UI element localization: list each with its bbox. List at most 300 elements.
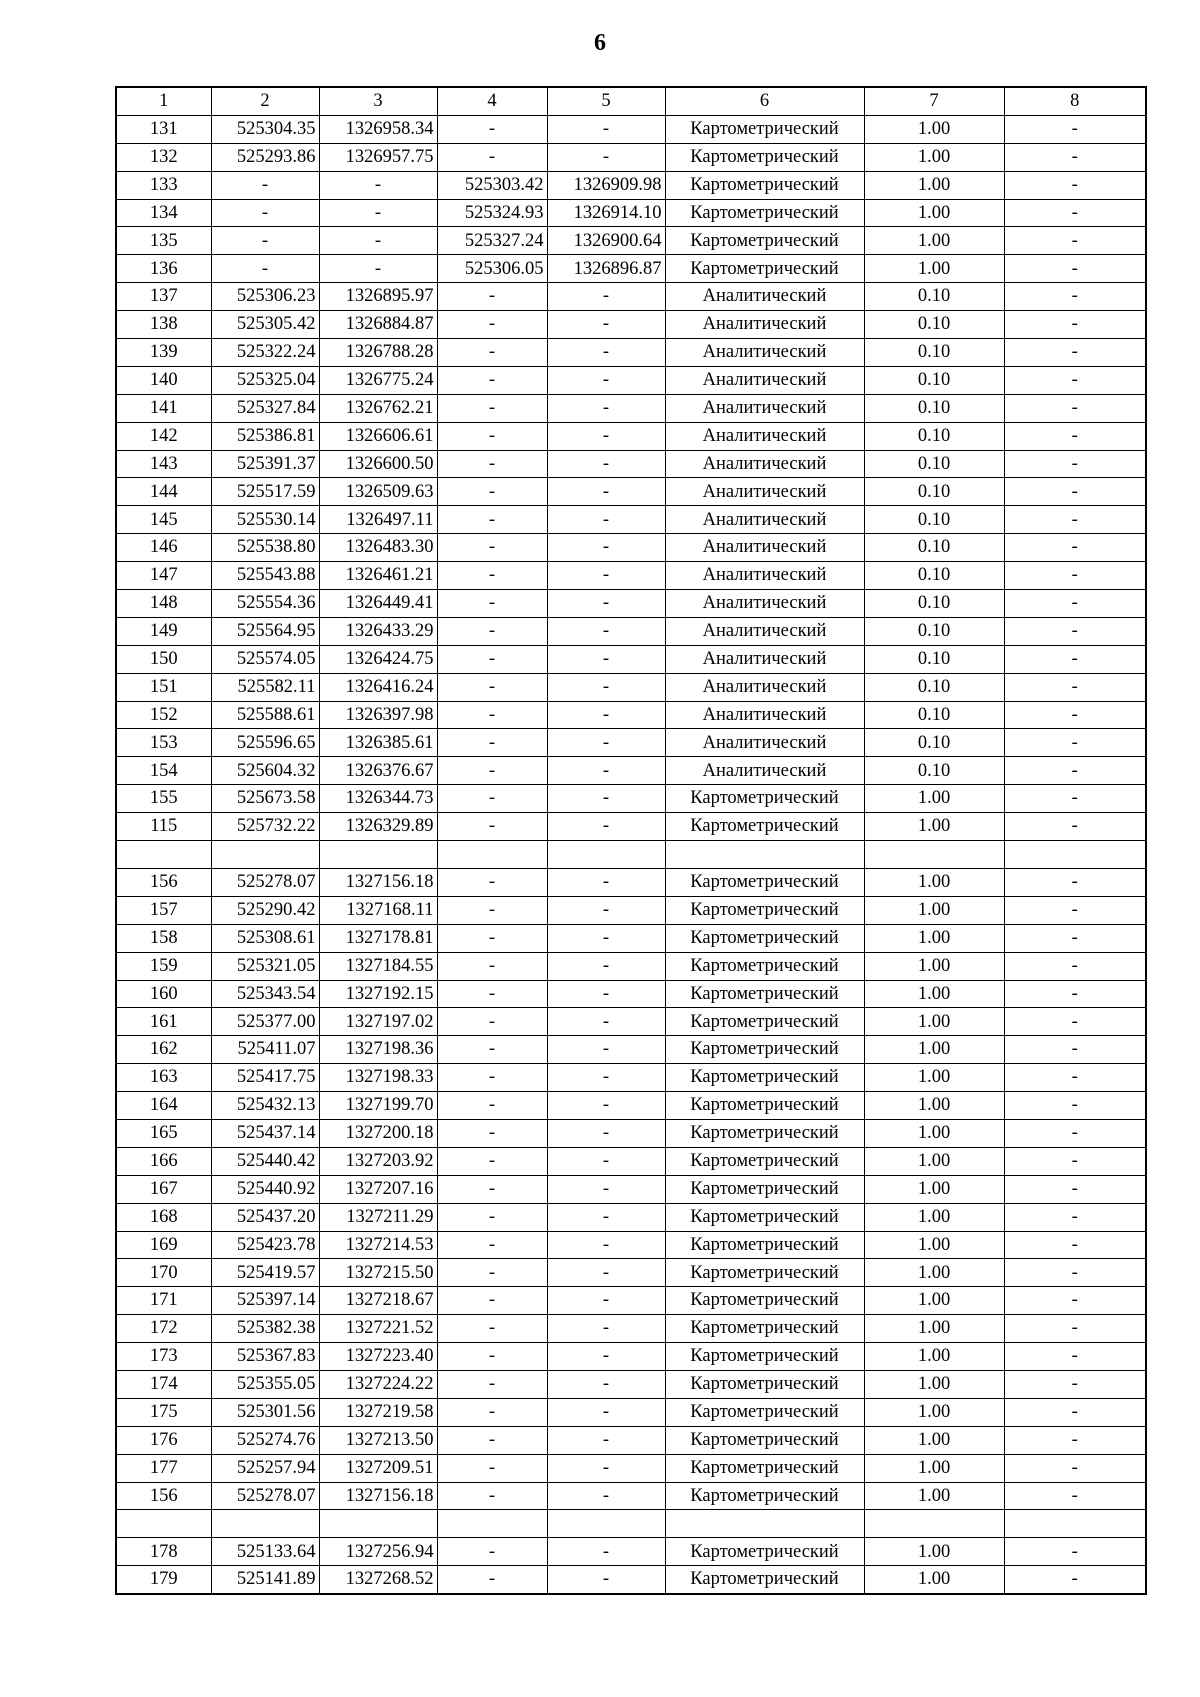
point-number-cell: 175 [116,1398,211,1426]
accuracy-cell: 0.10 [864,617,1004,645]
table-row [116,171,1146,199]
x-coordinate-cell: 525306.23 [211,283,319,311]
y-coordinate-cell: 1327200.18 [319,1119,437,1147]
y-coordinate-cell: 1326424.75 [319,645,437,673]
table-row [116,813,1146,841]
method-cell: Аналитический [665,617,864,645]
point-number-cell: 166 [116,1147,211,1175]
y-coordinate-cell: 1326895.97 [319,283,437,311]
accuracy-cell: 1.00 [864,199,1004,227]
x-coordinate-cell: 525673.58 [211,785,319,813]
accuracy-cell: 1.00 [864,1119,1004,1147]
x-new-cell: - [437,1008,547,1036]
accuracy-cell: 1.00 [864,785,1004,813]
table-row [116,199,1146,227]
point-number-cell: 135 [116,227,211,255]
table-row [116,645,1146,673]
table-row [116,1092,1146,1120]
y-new-cell: - [547,506,665,534]
x-new-cell: 525306.05 [437,255,547,283]
method-cell [665,841,864,869]
x-new-cell: - [437,952,547,980]
y-new-cell: - [547,534,665,562]
point-number-cell: 136 [116,255,211,283]
note-cell: - [1004,1287,1146,1315]
note-cell: - [1004,952,1146,980]
table-row [116,1566,1146,1594]
y-new-cell: - [547,394,665,422]
y-coordinate-cell: 1326606.61 [319,422,437,450]
x-new-cell: - [437,1454,547,1482]
y-coordinate-cell: 1327198.36 [319,1036,437,1064]
y-coordinate-cell [319,1510,437,1538]
method-cell: Аналитический [665,339,864,367]
y-new-cell: - [547,1008,665,1036]
y-coordinate-cell: - [319,171,437,199]
method-cell: Аналитический [665,366,864,394]
x-coordinate-cell: 525419.57 [211,1259,319,1287]
note-cell [1004,841,1146,869]
table-row [116,1454,1146,1482]
y-new-cell: - [547,311,665,339]
table-row [116,952,1146,980]
point-number-cell: 164 [116,1092,211,1120]
x-new-cell: - [437,394,547,422]
x-coordinate-cell: - [211,227,319,255]
x-new-cell: - [437,1370,547,1398]
x-new-cell: - [437,506,547,534]
note-cell: - [1004,924,1146,952]
note-cell: - [1004,701,1146,729]
y-new-cell: - [547,1426,665,1454]
y-new-cell: - [547,1454,665,1482]
x-coordinate-cell: 525355.05 [211,1370,319,1398]
accuracy-cell: 0.10 [864,506,1004,534]
x-new-cell: - [437,1119,547,1147]
table-row [116,1538,1146,1566]
x-coordinate-cell: 525417.75 [211,1064,319,1092]
point-number-cell: 154 [116,757,211,785]
x-new-cell: - [437,339,547,367]
method-cell: Картометрический [665,1092,864,1120]
table-row [116,1343,1146,1371]
x-coordinate-cell: 525257.94 [211,1454,319,1482]
x-coordinate-cell: 525141.89 [211,1566,319,1594]
y-coordinate-cell: - [319,255,437,283]
accuracy-cell: 1.00 [864,868,1004,896]
y-coordinate-cell: 1327256.94 [319,1538,437,1566]
y-coordinate-cell: 1327223.40 [319,1343,437,1371]
point-number-cell: 171 [116,1287,211,1315]
point-number-cell: 158 [116,924,211,952]
y-new-cell: - [547,729,665,757]
method-cell: Аналитический [665,645,864,673]
method-cell: Картометрический [665,980,864,1008]
y-coordinate-cell: 1327156.18 [319,1482,437,1510]
accuracy-cell: 1.00 [864,952,1004,980]
x-coordinate-cell: 525437.14 [211,1119,319,1147]
y-new-cell: 1326900.64 [547,227,665,255]
x-new-cell: - [437,868,547,896]
point-number-cell: 139 [116,339,211,367]
x-new-cell: - [437,311,547,339]
method-cell: Аналитический [665,673,864,701]
table-row [116,729,1146,757]
x-coordinate-cell: 525305.42 [211,311,319,339]
column-header: 4 [437,87,547,115]
y-coordinate-cell: 1327215.50 [319,1259,437,1287]
accuracy-cell: 1.00 [864,1203,1004,1231]
note-cell: - [1004,506,1146,534]
x-coordinate-cell: 525564.95 [211,617,319,645]
point-number-cell: 142 [116,422,211,450]
y-new-cell: - [547,645,665,673]
accuracy-cell: 1.00 [864,1231,1004,1259]
method-cell: Картометрический [665,785,864,813]
x-coordinate-cell: 525440.92 [211,1175,319,1203]
y-coordinate-cell: 1327218.67 [319,1287,437,1315]
note-cell: - [1004,896,1146,924]
y-coordinate-cell: 1326509.63 [319,478,437,506]
table-row [116,534,1146,562]
table-row [116,311,1146,339]
accuracy-cell: 1.00 [864,1482,1004,1510]
method-cell: Картометрический [665,1287,864,1315]
x-new-cell: - [437,617,547,645]
accuracy-cell: 0.10 [864,534,1004,562]
x-new-cell: - [437,366,547,394]
table-row [116,1231,1146,1259]
x-new-cell: - [437,478,547,506]
note-cell: - [1004,115,1146,143]
x-new-cell: - [437,1092,547,1120]
point-number-cell: 147 [116,562,211,590]
y-coordinate-cell: 1327211.29 [319,1203,437,1231]
point-number-cell: 178 [116,1538,211,1566]
method-cell: Аналитический [665,450,864,478]
y-new-cell: - [547,1231,665,1259]
x-new-cell: - [437,422,547,450]
y-coordinate-cell: 1326416.24 [319,673,437,701]
y-new-cell [547,1510,665,1538]
y-coordinate-cell: 1327224.22 [319,1370,437,1398]
x-coordinate-cell: 525386.81 [211,422,319,450]
table-row [116,255,1146,283]
accuracy-cell: 1.00 [864,1398,1004,1426]
x-coordinate-cell: 525411.07 [211,1036,319,1064]
note-cell: - [1004,227,1146,255]
x-new-cell: - [437,1231,547,1259]
note-cell: - [1004,283,1146,311]
method-cell: Картометрический [665,1482,864,1510]
method-cell: Картометрический [665,868,864,896]
accuracy-cell: 1.00 [864,1343,1004,1371]
x-coordinate-cell: 525574.05 [211,645,319,673]
point-number-cell: 153 [116,729,211,757]
note-cell: - [1004,366,1146,394]
method-cell: Картометрический [665,1175,864,1203]
y-coordinate-cell: 1326449.41 [319,590,437,618]
x-coordinate-cell: 525343.54 [211,980,319,1008]
x-new-cell: 525324.93 [437,199,547,227]
y-coordinate-cell: 1326397.98 [319,701,437,729]
point-number-cell: 169 [116,1231,211,1259]
note-cell: - [1004,1566,1146,1594]
y-coordinate-cell: 1326600.50 [319,450,437,478]
table-row [116,562,1146,590]
accuracy-cell: 1.00 [864,1454,1004,1482]
method-cell: Картометрический [665,171,864,199]
note-cell: - [1004,1147,1146,1175]
y-coordinate-cell: 1326433.29 [319,617,437,645]
x-coordinate-cell: 525538.80 [211,534,319,562]
method-cell: Картометрический [665,255,864,283]
y-new-cell: - [547,1343,665,1371]
accuracy-cell: 0.10 [864,673,1004,701]
y-new-cell: 1326896.87 [547,255,665,283]
x-coordinate-cell: 525327.84 [211,394,319,422]
y-coordinate-cell: 1326884.87 [319,311,437,339]
point-number-cell: 131 [116,115,211,143]
note-cell: - [1004,171,1146,199]
accuracy-cell: 1.00 [864,171,1004,199]
x-coordinate-cell: 525391.37 [211,450,319,478]
x-coordinate-cell: 525423.78 [211,1231,319,1259]
table-row [116,896,1146,924]
x-new-cell: - [437,1482,547,1510]
accuracy-cell: 0.10 [864,422,1004,450]
y-coordinate-cell: 1326344.73 [319,785,437,813]
method-cell: Картометрический [665,1147,864,1175]
point-number-cell: 132 [116,143,211,171]
point-number-cell: 173 [116,1343,211,1371]
accuracy-cell: 1.00 [864,1036,1004,1064]
y-coordinate-cell: 1326461.21 [319,562,437,590]
column-header: 6 [665,87,864,115]
table-row [116,1147,1146,1175]
accuracy-cell: 1.00 [864,813,1004,841]
table-row [116,1008,1146,1036]
y-coordinate-cell: 1326762.21 [319,394,437,422]
y-new-cell: - [547,283,665,311]
table-row [116,757,1146,785]
y-new-cell: - [547,1287,665,1315]
y-coordinate-cell: 1327178.81 [319,924,437,952]
point-number-cell: 176 [116,1426,211,1454]
method-cell: Аналитический [665,534,864,562]
note-cell: - [1004,339,1146,367]
point-number-cell: 160 [116,980,211,1008]
table-row [116,422,1146,450]
accuracy-cell: 1.00 [864,1566,1004,1594]
note-cell: - [1004,1482,1146,1510]
x-coordinate-cell: 525321.05 [211,952,319,980]
y-new-cell: - [547,1538,665,1566]
y-new-cell: - [547,980,665,1008]
column-header: 1 [116,87,211,115]
accuracy-cell: 0.10 [864,394,1004,422]
y-new-cell: - [547,757,665,785]
column-header: 7 [864,87,1004,115]
method-cell: Картометрический [665,115,864,143]
x-coordinate-cell: 525530.14 [211,506,319,534]
note-cell: - [1004,1538,1146,1566]
accuracy-cell: 0.10 [864,701,1004,729]
note-cell: - [1004,1426,1146,1454]
point-number-cell: 162 [116,1036,211,1064]
x-new-cell: - [437,701,547,729]
y-new-cell: - [547,617,665,645]
method-cell: Картометрический [665,199,864,227]
accuracy-cell: 1.00 [864,1092,1004,1120]
table-row [116,1036,1146,1064]
note-cell: - [1004,255,1146,283]
accuracy-cell: 1.00 [864,1064,1004,1092]
x-coordinate-cell: 525133.64 [211,1538,319,1566]
table-row [116,1259,1146,1287]
table-row [116,1482,1146,1510]
y-new-cell: - [547,422,665,450]
x-coordinate-cell: 525382.38 [211,1315,319,1343]
y-new-cell: 1326909.98 [547,171,665,199]
point-number-cell [116,1510,211,1538]
x-coordinate-cell: 525440.42 [211,1147,319,1175]
table-row [116,227,1146,255]
method-cell: Аналитический [665,478,864,506]
table-header-row [116,87,1146,115]
x-new-cell: - [437,1398,547,1426]
point-number-cell: 156 [116,1482,211,1510]
y-coordinate-cell: 1326788.28 [319,339,437,367]
table-row [116,868,1146,896]
y-coordinate-cell: 1327192.15 [319,980,437,1008]
note-cell: - [1004,868,1146,896]
method-cell: Аналитический [665,757,864,785]
x-new-cell: - [437,729,547,757]
y-new-cell: - [547,115,665,143]
x-new-cell: - [437,1566,547,1594]
note-cell: - [1004,1370,1146,1398]
accuracy-cell: 1.00 [864,1259,1004,1287]
accuracy-cell: 1.00 [864,1426,1004,1454]
x-new-cell: - [437,1343,547,1371]
accuracy-cell: 1.00 [864,1370,1004,1398]
x-coordinate-cell [211,1510,319,1538]
table-row [116,115,1146,143]
note-cell: - [1004,590,1146,618]
x-coordinate-cell: 525278.07 [211,1482,319,1510]
y-coordinate-cell: 1327219.58 [319,1398,437,1426]
accuracy-cell: 0.10 [864,366,1004,394]
accuracy-cell: 1.00 [864,115,1004,143]
note-cell: - [1004,617,1146,645]
method-cell: Картометрический [665,1008,864,1036]
point-number-cell: 161 [116,1008,211,1036]
x-coordinate-cell: 525582.11 [211,673,319,701]
y-new-cell: - [547,1203,665,1231]
x-new-cell [437,1510,547,1538]
table-row [116,1287,1146,1315]
table-row [116,1064,1146,1092]
note-cell: - [1004,1008,1146,1036]
y-coordinate-cell: 1326483.30 [319,534,437,562]
method-cell: Аналитический [665,729,864,757]
y-coordinate-cell: 1326957.75 [319,143,437,171]
table-row [116,924,1146,952]
method-cell: Картометрический [665,1566,864,1594]
coordinates-table [115,86,1147,1595]
method-cell: Картометрический [665,143,864,171]
method-cell: Картометрический [665,1259,864,1287]
y-coordinate-cell: 1326497.11 [319,506,437,534]
table-row [116,701,1146,729]
x-new-cell: - [437,645,547,673]
y-new-cell: - [547,1259,665,1287]
accuracy-cell: 1.00 [864,227,1004,255]
point-number-cell: 177 [116,1454,211,1482]
y-new-cell: - [547,673,665,701]
x-new-cell: - [437,115,547,143]
note-cell: - [1004,534,1146,562]
x-new-cell: - [437,534,547,562]
x-new-cell: - [437,1538,547,1566]
accuracy-cell [864,841,1004,869]
x-new-cell: - [437,673,547,701]
x-coordinate-cell: 525554.36 [211,590,319,618]
column-header: 3 [319,87,437,115]
note-cell: - [1004,673,1146,701]
point-number-cell: 165 [116,1119,211,1147]
y-coordinate-cell: 1327197.02 [319,1008,437,1036]
point-number-cell: 137 [116,283,211,311]
point-number-cell: 167 [116,1175,211,1203]
method-cell: Картометрический [665,1538,864,1566]
point-number-cell: 134 [116,199,211,227]
x-new-cell: - [437,1064,547,1092]
table-body [116,115,1146,1594]
method-cell: Картометрический [665,1064,864,1092]
table-row [116,339,1146,367]
method-cell: Аналитический [665,590,864,618]
accuracy-cell: 0.10 [864,478,1004,506]
x-new-cell: - [437,980,547,1008]
y-new-cell: - [547,813,665,841]
note-cell: - [1004,1259,1146,1287]
note-cell: - [1004,394,1146,422]
table-row [116,590,1146,618]
y-new-cell: - [547,1036,665,1064]
y-coordinate-cell [319,841,437,869]
x-new-cell: 525327.24 [437,227,547,255]
y-new-cell: - [547,562,665,590]
x-new-cell: - [437,813,547,841]
y-new-cell: - [547,1315,665,1343]
note-cell: - [1004,199,1146,227]
method-cell: Картометрический [665,1370,864,1398]
y-new-cell: - [547,1175,665,1203]
table-row [116,785,1146,813]
x-coordinate-cell: 525377.00 [211,1008,319,1036]
point-number-cell: 144 [116,478,211,506]
table-row [116,1398,1146,1426]
point-number-cell: 152 [116,701,211,729]
point-number-cell: 174 [116,1370,211,1398]
y-new-cell: - [547,1398,665,1426]
accuracy-cell: 1.00 [864,896,1004,924]
table-row [116,1203,1146,1231]
method-cell: Аналитический [665,701,864,729]
accuracy-cell: 1.00 [864,1175,1004,1203]
